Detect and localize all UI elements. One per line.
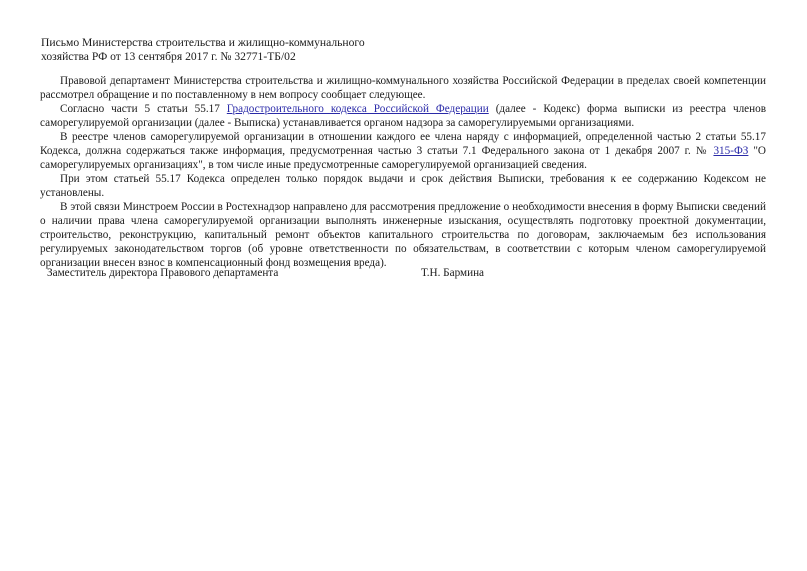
paragraph-3-after: "О саморегулируемых организациях", в том числе иные предусмотренные саморегулируемой организацией сведения. [40, 145, 766, 171]
heading-line-2: хозяйства РФ от 13 сентября 2017 г. № 32771-ТБ/02 [41, 50, 296, 63]
paragraph-5 [40, 200, 766, 270]
paragraph-5-text: В этой связи Минстроем России в Ростехнадзор направлено для рассмотрения предложение о необходимости внесения в форму Выписки сведений о наличии права члена саморегулируемой организации выполнять инженерные изыскания, осуществлять подготовку проектной документации, строительство, реконструкцию, капитальный ремонт объектов капитального строительства по договорам, заключаемым без использования регулируемых законодательством торгов (об уровне ответственности по обязательствам, в соответствии с которым членом саморегулируемой организации внесен взнос в компенсационный фонд возмещения вреда). [40, 201, 766, 269]
paragraph-2 [40, 102, 766, 130]
paragraph-1-text: Правовой департамент Министерства строительства и жилищно-коммунального хозяйства Российской Федерации в пределах своей компетенции рассмотрел обращение и по поставленному в нем вопросу сообщает следующее. [40, 75, 766, 101]
signature-name: Т.Н. Бармина [421, 267, 485, 279]
signature-title: Заместитель директора Правового департамента [47, 267, 279, 279]
paragraph-2-after: (далее - Кодекс) форма выписки из реестра членов саморегулируемой организации (далее - Выписка) устанавливается органом надзора за саморегулируемыми организациями. [40, 103, 766, 129]
paragraph-2-before: Согласно части 5 статьи 55.17 [60, 103, 227, 115]
paragraph-4-text: При этом статьей 55.17 Кодекса определен только порядок выдачи и срок действия Выписки, требования к ее содержанию Кодексом не установлены. [40, 173, 766, 199]
urban-planning-code-link[interactable]: Градостроительного кодекса Российской Федерации [226, 103, 489, 115]
document-body [40, 74, 766, 270]
paragraph-3-before: В реестре членов саморегулируемой организации в отношении каждого ее члена наряду с информацией, определенной частью 2 статьи 55.17 Кодекса, должна содержаться также информация, предусмотренная частью 3 статьи 7.1 Федерального закона от 1 декабря 2007 г. № [40, 131, 766, 157]
heading-line-1: Письмо Министерства строительства и жилищно-коммунального [41, 36, 365, 49]
federal-law-315-link[interactable]: 315-ФЗ [713, 145, 749, 157]
paragraph-1 [40, 74, 766, 102]
document-heading [41, 36, 365, 64]
paragraph-3 [40, 130, 766, 172]
paragraph-4 [40, 172, 766, 200]
